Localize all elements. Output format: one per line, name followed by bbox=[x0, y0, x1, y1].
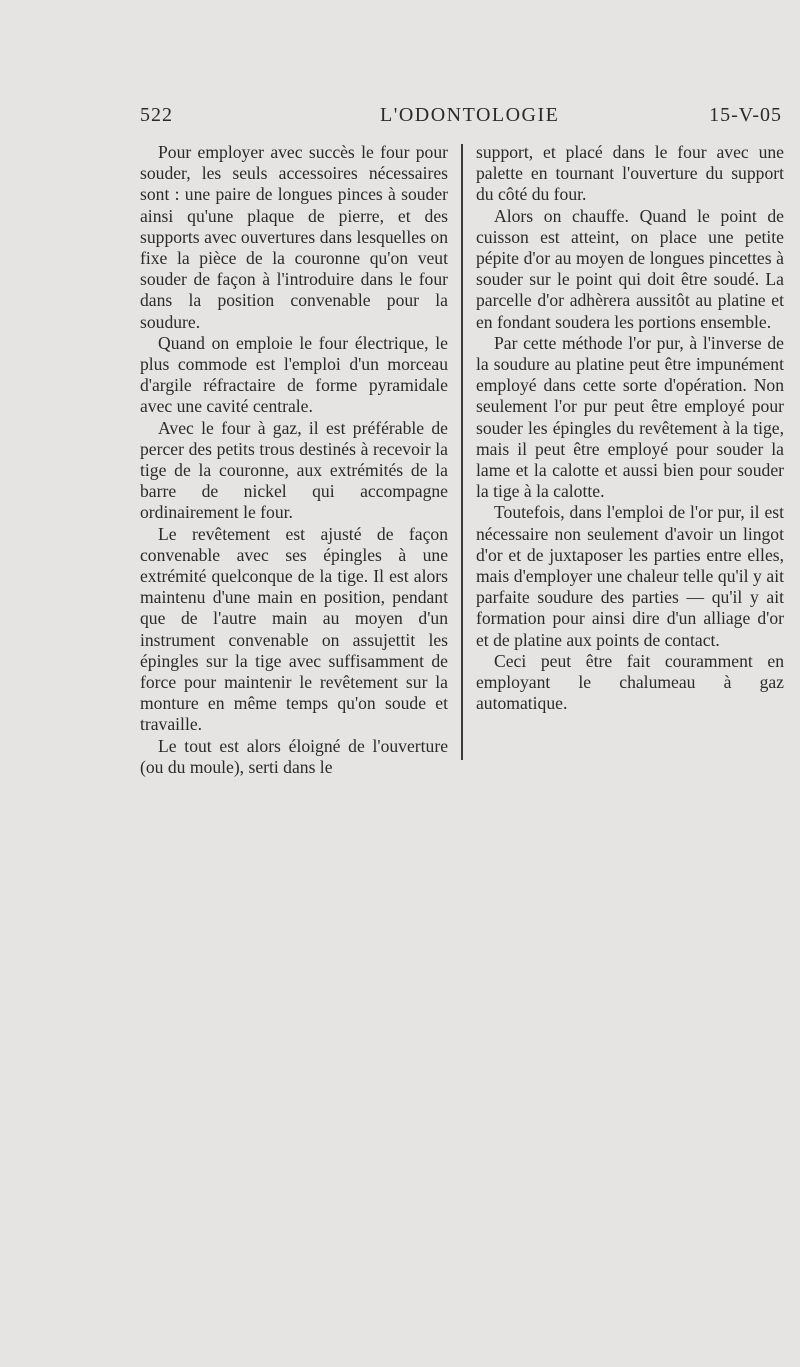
paragraph: Le revêtement est ajusté de façon convenable avec ses épingles à une extrémité quelconque de la tige. Il est alors maintenu d'une main en position, pendant que de l'autre main au moyen d'un instrument convenable on assujettit les épingles sur la tige avec suffisamment de force pour maintenir le revêtement sur la monture en même temps qu'on soude et travaille. bbox=[140, 523, 448, 735]
left-column bbox=[140, 142, 448, 778]
paragraph: Ceci peut être fait couramment en employant le chalumeau à gaz automatique. bbox=[476, 650, 784, 714]
paragraph: support, et placé dans le four avec une palette en tournant l'ouverture du support du côté du four. bbox=[476, 142, 784, 205]
issue-date: 15-V-05 bbox=[709, 104, 782, 126]
paragraph: Pour employer avec succès le four pour souder, les seuls accessoires nécessaires sont : une paire de longues pinces à souder ainsi qu'une plaque de pierre, et des supports avec ouvertures dans lesquelles on fixe la pièce de la couronne qu'on veut souder de façon à l'introduire dans le four dans la position convenable pour la soudure. bbox=[140, 142, 448, 332]
column-divider bbox=[461, 144, 463, 760]
paragraph: Toutefois, dans l'emploi de l'or pur, il est nécessaire non seulement d'avoir un lingot d'or et de juxtaposer les parties entre elles, mais d'employer une chaleur telle qu'il y ait parfaite soudure des parties — qu'il y ait formation pour ainsi dire d'un alliage d'or et de platine aux points de contact. bbox=[476, 502, 784, 650]
paragraph: Alors on chauffe. Quand le point de cuisson est atteint, on place une petite pépite d'or au moyen de longues pincettes à souder sur le point qui doit être soudé. La parcelle d'or adhèrera aussitôt au platine et en fondant soudera les portions ensemble. bbox=[476, 205, 784, 332]
right-column bbox=[476, 142, 784, 714]
journal-title: L'ODONTOLOGIE bbox=[380, 104, 560, 126]
running-header bbox=[140, 100, 782, 130]
paragraph: Par cette méthode l'or pur, à l'inverse de la soudure au platine peut être impunément employé dans cette sorte d'opération. Non seulement l'or pur peut être employé pour souder les épingles du revêtement à la tige, mais il peut être employé pour souder la lame et la calotte et aussi bien pour souder la tige à la calotte. bbox=[476, 332, 784, 502]
page-number: 522 bbox=[140, 104, 173, 126]
paragraph: Avec le four à gaz, il est préférable de percer des petits trous destinés à recevoir la tige de la couronne, aux extrémités de la barre de nickel qui accompagne ordinairement le four. bbox=[140, 417, 448, 523]
paragraph: Le tout est alors éloigné de l'ouverture (ou du moule), serti dans le bbox=[140, 735, 448, 777]
paragraph: Quand on emploie le four électrique, le plus commode est l'emploi d'un morceau d'argile réfractaire de forme pyramidale avec une cavité centrale. bbox=[140, 332, 448, 417]
